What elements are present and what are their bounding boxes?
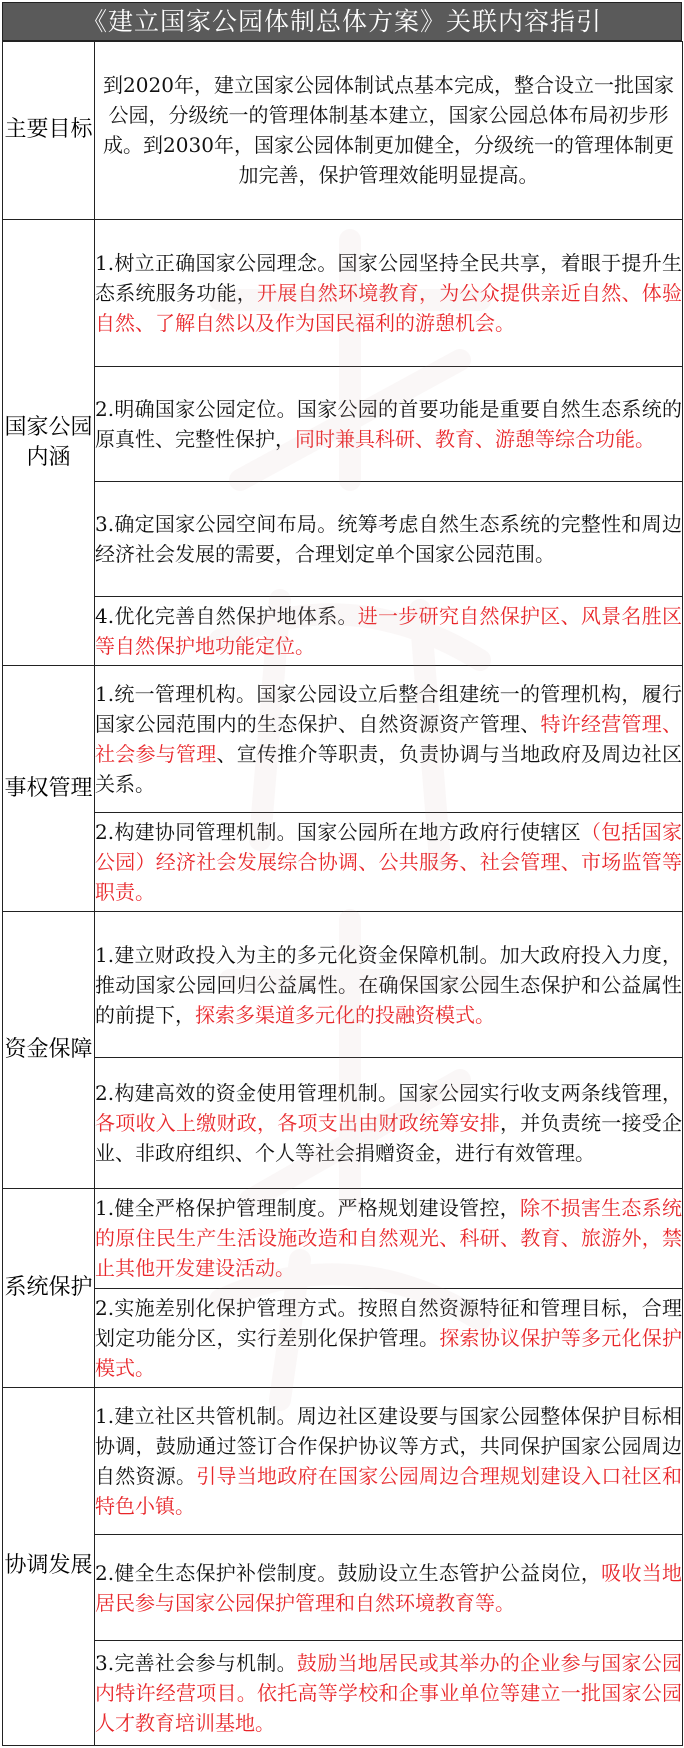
highlighted-text: 同时兼具科研、教育、游憩等综合功能。 [295,427,655,452]
body-text: 2.构建协同管理机制。国家公园所在地方政府行使辖区 [95,819,581,844]
body-text: 1.建立社区共管机制。周边社区建设要与国家公园整体保护目标相协调，鼓励通过签订合作保护协议等方式，共同保护国家公园周边自然资源。 [95,1404,682,1489]
highlighted-text: 引导当地政府在国家公园周边合理规划建设入口社区和特色小镇。 [95,1464,682,1519]
section-item [95,219,683,366]
body-text: 1.统一管理机构。国家公园设立后整合组建统一的管理机构，履行国家公园范围内的生态保护、自然资源资产管理、 [95,681,682,736]
section-item [95,1288,683,1387]
body-text: 1.健全严格保护管理制度。严格规划建设管控， [95,1196,521,1221]
section-item [95,911,683,1057]
highlighted-text: 特许经营管理、社会参与管理 [95,711,682,766]
highlighted-text: 吸收当地居民参与国家公园保护管理和自然环境教育等。 [95,1560,683,1615]
highlighted-text: 除不损害生态系统的原住民生产生活设施改造和自然观光、科研、教育、旅游外，禁止其他开发建设活动。 [95,1196,682,1281]
section-item [95,812,683,911]
body-text: 1.树立正确国家公园理念。国家公园坚持全民共享，着眼于提升生态系统服务功能， [95,251,682,306]
table-row [3,1535,683,1641]
section-item [95,1641,683,1746]
table-row [3,911,683,1057]
body-text: 2.实施差别化保护管理方式。按照自然资源特征和管理目标，合理划定功能分区，实行差别化保护管理。 [95,1295,682,1350]
table-row [3,1288,683,1387]
body-text: ，并负责统一接受企业、非政府组织、个人等社会捐赠资金，进行有效管理。 [95,1111,682,1166]
body-text: 2.构建高效的资金使用管理机制。国家公园实行收支两条线管理， [95,1081,682,1106]
table-row [3,1387,683,1534]
table-row [3,1189,683,1288]
highlighted-text: （包括国家公园）经济社会发展综合协调、公共服务、社会管理、市场监管等职责。 [95,819,682,904]
highlighted-text: 进一步研究自然保护区、风景名胜区等自然保护地功能定位。 [95,603,683,658]
body-text: 3.完善社会参与机制。 [95,1651,297,1676]
body-text: 4.优化完善自然保护地体系。 [95,603,358,628]
section-item [95,42,683,220]
section-label-national-park-connotation: 国家公园内涵 [3,219,95,665]
section-label-main-goals: 主要目标 [3,42,95,220]
section-item [95,367,683,482]
section-label-coordinated-development: 协调发展 [3,1387,95,1745]
table-row [3,812,683,911]
document-title: 《建立国家公园体制总体方案》关联内容指引 [2,2,682,41]
section-label-authority-management: 事权管理 [3,666,95,912]
body-text: 3.确定国家公园空间布局。统筹考虑自然生态系统的完整性和周边经济社会发展的需要，合理划定单个国家公园范围。 [95,511,682,566]
table-row [3,596,683,666]
body-text: 2.明确国家公园定位。国家公园的首要功能是重要自然生态系统的原真性、完整性保护， [95,397,682,452]
highlighted-text: 各项收入上缴财政，各项支出由财政统筹安排 [95,1111,500,1136]
table-row [3,666,683,812]
highlighted-text: 探索多渠道多元化的投融资模式。 [195,1002,495,1027]
highlighted-text: 鼓励当地居民或其举办的企业参与国家公园内特许经营项目。依托高等学校和企事业单位等建立一批国家公园人才教育培训基地。 [95,1651,682,1736]
section-label-funding-guarantee: 资金保障 [3,911,95,1188]
guide-table [2,41,683,1746]
section-item [95,596,683,666]
body-text: 1.建立财政投入为主的多元化资金保障机制。加大政府投入力度，推动国家公园回归公益属性。在确保国家公园生态保护和公益属性的前提下， [95,942,682,1027]
table-row [3,42,683,220]
section-item [95,1189,683,1288]
highlighted-text: 探索协议保护等多元化保护模式。 [95,1325,682,1380]
table-row [3,1641,683,1746]
section-item [95,1058,683,1189]
body-text: 、宣传推介等职责，负责协调与当地政府及周边社区关系。 [95,741,682,796]
section-item [95,481,683,596]
section-item [95,1387,683,1534]
section-item [95,1535,683,1641]
table-row [3,219,683,366]
table-row [3,481,683,596]
body-text: 到2020年，建立国家公园体制试点基本完成，整合设立一批国家公园，分级统一的管理体制基本建立，国家公园总体布局初步形成。到2030年，国家公园体制更加健全，分级统一的管理体制更加完善，保护管理效能明显提高。 [103,73,674,188]
body-text: 2.健全生态保护补偿制度。鼓励设立生态管护公益岗位， [95,1560,602,1585]
table-row [3,1058,683,1189]
table-row [3,367,683,482]
highlighted-text: 开展自然环境教育，为公众提供亲近自然、体验自然、了解自然以及作为国民福利的游憩机会。 [95,281,682,336]
section-label-system-protection: 系统保护 [3,1189,95,1388]
section-item [95,666,683,812]
